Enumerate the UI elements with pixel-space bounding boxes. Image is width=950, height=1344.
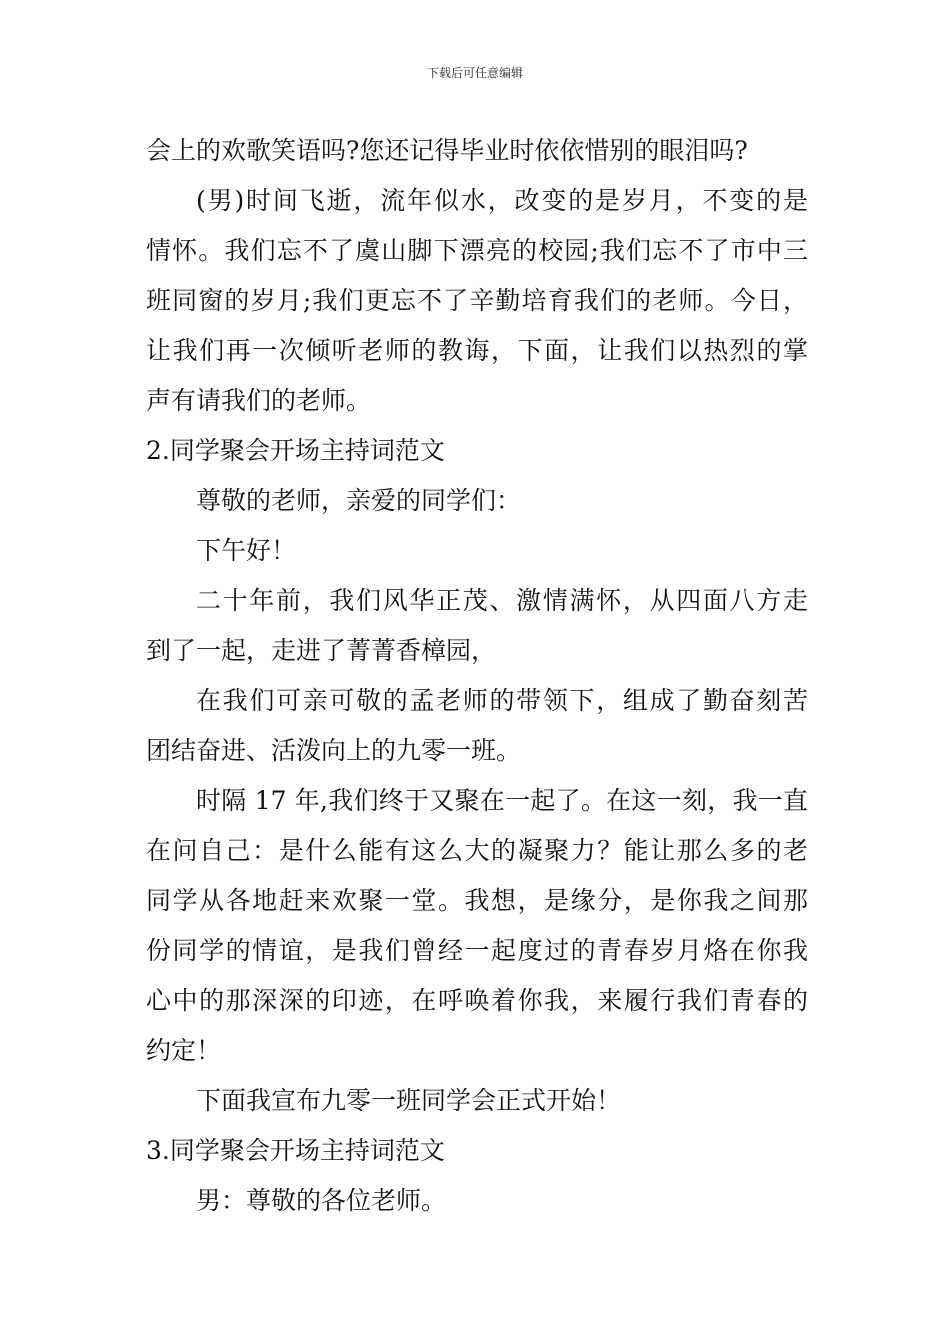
- text-line: 到了一起，走进了菁菁香樟园，: [146, 636, 497, 665]
- text-line: 份同学的情谊，是我们曾经一起度过的青春岁月烙在你我: [146, 936, 808, 965]
- text-line: 约定！: [146, 1036, 222, 1065]
- text-line: 同学从各地赶来欢聚一堂。我想，是缘分，是你我之间那: [146, 886, 808, 915]
- text-line: 二十年前，我们风华正茂、激情满怀，从四面八方走: [196, 586, 808, 615]
- header-note: 下载后可任意编辑: [426, 66, 523, 80]
- text-line: 下面我宣布九零一班同学会正式开始！: [196, 1086, 622, 1115]
- text-line: 心中的那深深的印迹，在呼唤着你我，来履行我们青春的: [146, 986, 808, 1015]
- text-line: 尊敬的老师，亲爱的同学们：: [196, 486, 522, 515]
- document-body: [146, 126, 808, 1226]
- text-line: 男：尊敬的各位老师。: [196, 1186, 447, 1215]
- section-heading: 3.同学聚会开场主持词范文: [146, 1136, 445, 1165]
- text-line: 下午好！: [196, 536, 297, 565]
- text-line: 让我们再一次倾听老师的教诲，下面，让我们以热烈的掌: [146, 336, 808, 365]
- text-line: 在我们可亲可敬的孟老师的带领下，组成了勤奋刻苦: [196, 686, 808, 715]
- text-line: 声有请我们的老师。: [146, 386, 372, 415]
- text-line: 情怀。我们忘不了虞山脚下漂亮的校园;我们忘不了市中三: [146, 236, 808, 265]
- text-line: (男)时间飞逝，流年似水，改变的是岁月，不变的是: [196, 186, 808, 215]
- text-line: 团结奋进、活泼向上的九零一班。: [146, 736, 522, 765]
- text-line: 班同窗的岁月;我们更忘不了辛勤培育我们的老师。今日，: [146, 286, 808, 315]
- text-line: 时隔 17 年,我们终于又聚在一起了。在这一刻，我一直: [196, 786, 808, 815]
- text-line: 在问自己：是什么能有这么大的凝聚力？能让那么多的老: [146, 836, 808, 865]
- text-line: 会上的欢歌笑语吗?您还记得毕业时依依惜别的眼泪吗?: [146, 136, 748, 165]
- section-heading: 2.同学聚会开场主持词范文: [146, 436, 445, 465]
